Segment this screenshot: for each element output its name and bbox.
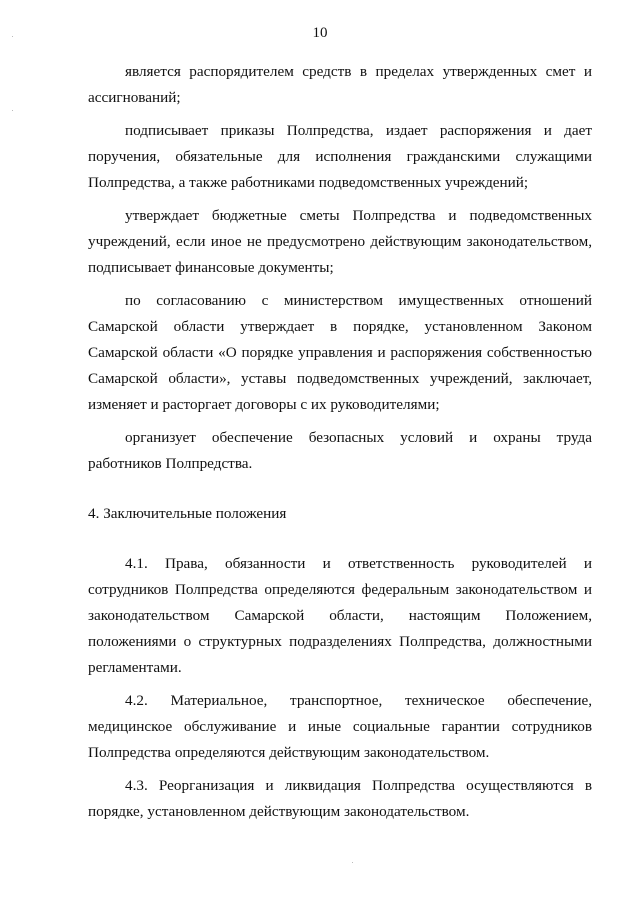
scan-speck (352, 862, 353, 863)
document-body (88, 59, 592, 825)
duty-paragraph-4: по согласованию с министерством имущественных отношений Самарской области утверждает в порядке, установленном Законом Самарской области «О порядке управления и распоряжения собственностью Самарской области», уставы подведомственных учреждений, заключает, изменяет и расторгает договоры с их руководителями; (88, 292, 592, 413)
duty-paragraph-2: подписывает приказы Полпредства, издает распоряжения и дает поручения, обязательные для исполнения гражданскими служащими Полпредства, а также работниками подведомственных учреждений; (88, 122, 592, 191)
section-heading: 4. Заключительные положения (88, 505, 287, 522)
clause-4-1: 4.1. Права, обязанности и ответственность руководителей и сотрудников Полпредства определяются федеральным законодательством и законодательством Самарской области, настоящим Положением, положениями о структурных подразделениях Полпредства, должностными регламентами. (88, 555, 592, 676)
scan-speck (12, 110, 13, 111)
duty-paragraph-1: является распорядителем средств в пределах утвержденных смет и ассигнований; (88, 63, 592, 106)
clause-4-3: 4.3. Реорганизация и ликвидация Полпредства осуществляются в порядке, установленном действующим законодательством. (88, 777, 592, 820)
page-number: 10 (312, 25, 328, 41)
scan-speck (12, 36, 13, 37)
clause-4-2: 4.2. Материальное, транспортное, техническое обеспечение, медицинское обслуживание и иные социальные гарантии сотрудников Полпредства определяются действующим законодательством. (88, 692, 592, 761)
duty-paragraph-5: организует обеспечение безопасных условий и охраны труда работников Полпредства. (88, 429, 592, 472)
duty-paragraph-3: утверждает бюджетные сметы Полпредства и подведомственных учреждений, если иное не предусмотрено действующим законодательством, подписывает финансовые документы; (88, 207, 592, 276)
